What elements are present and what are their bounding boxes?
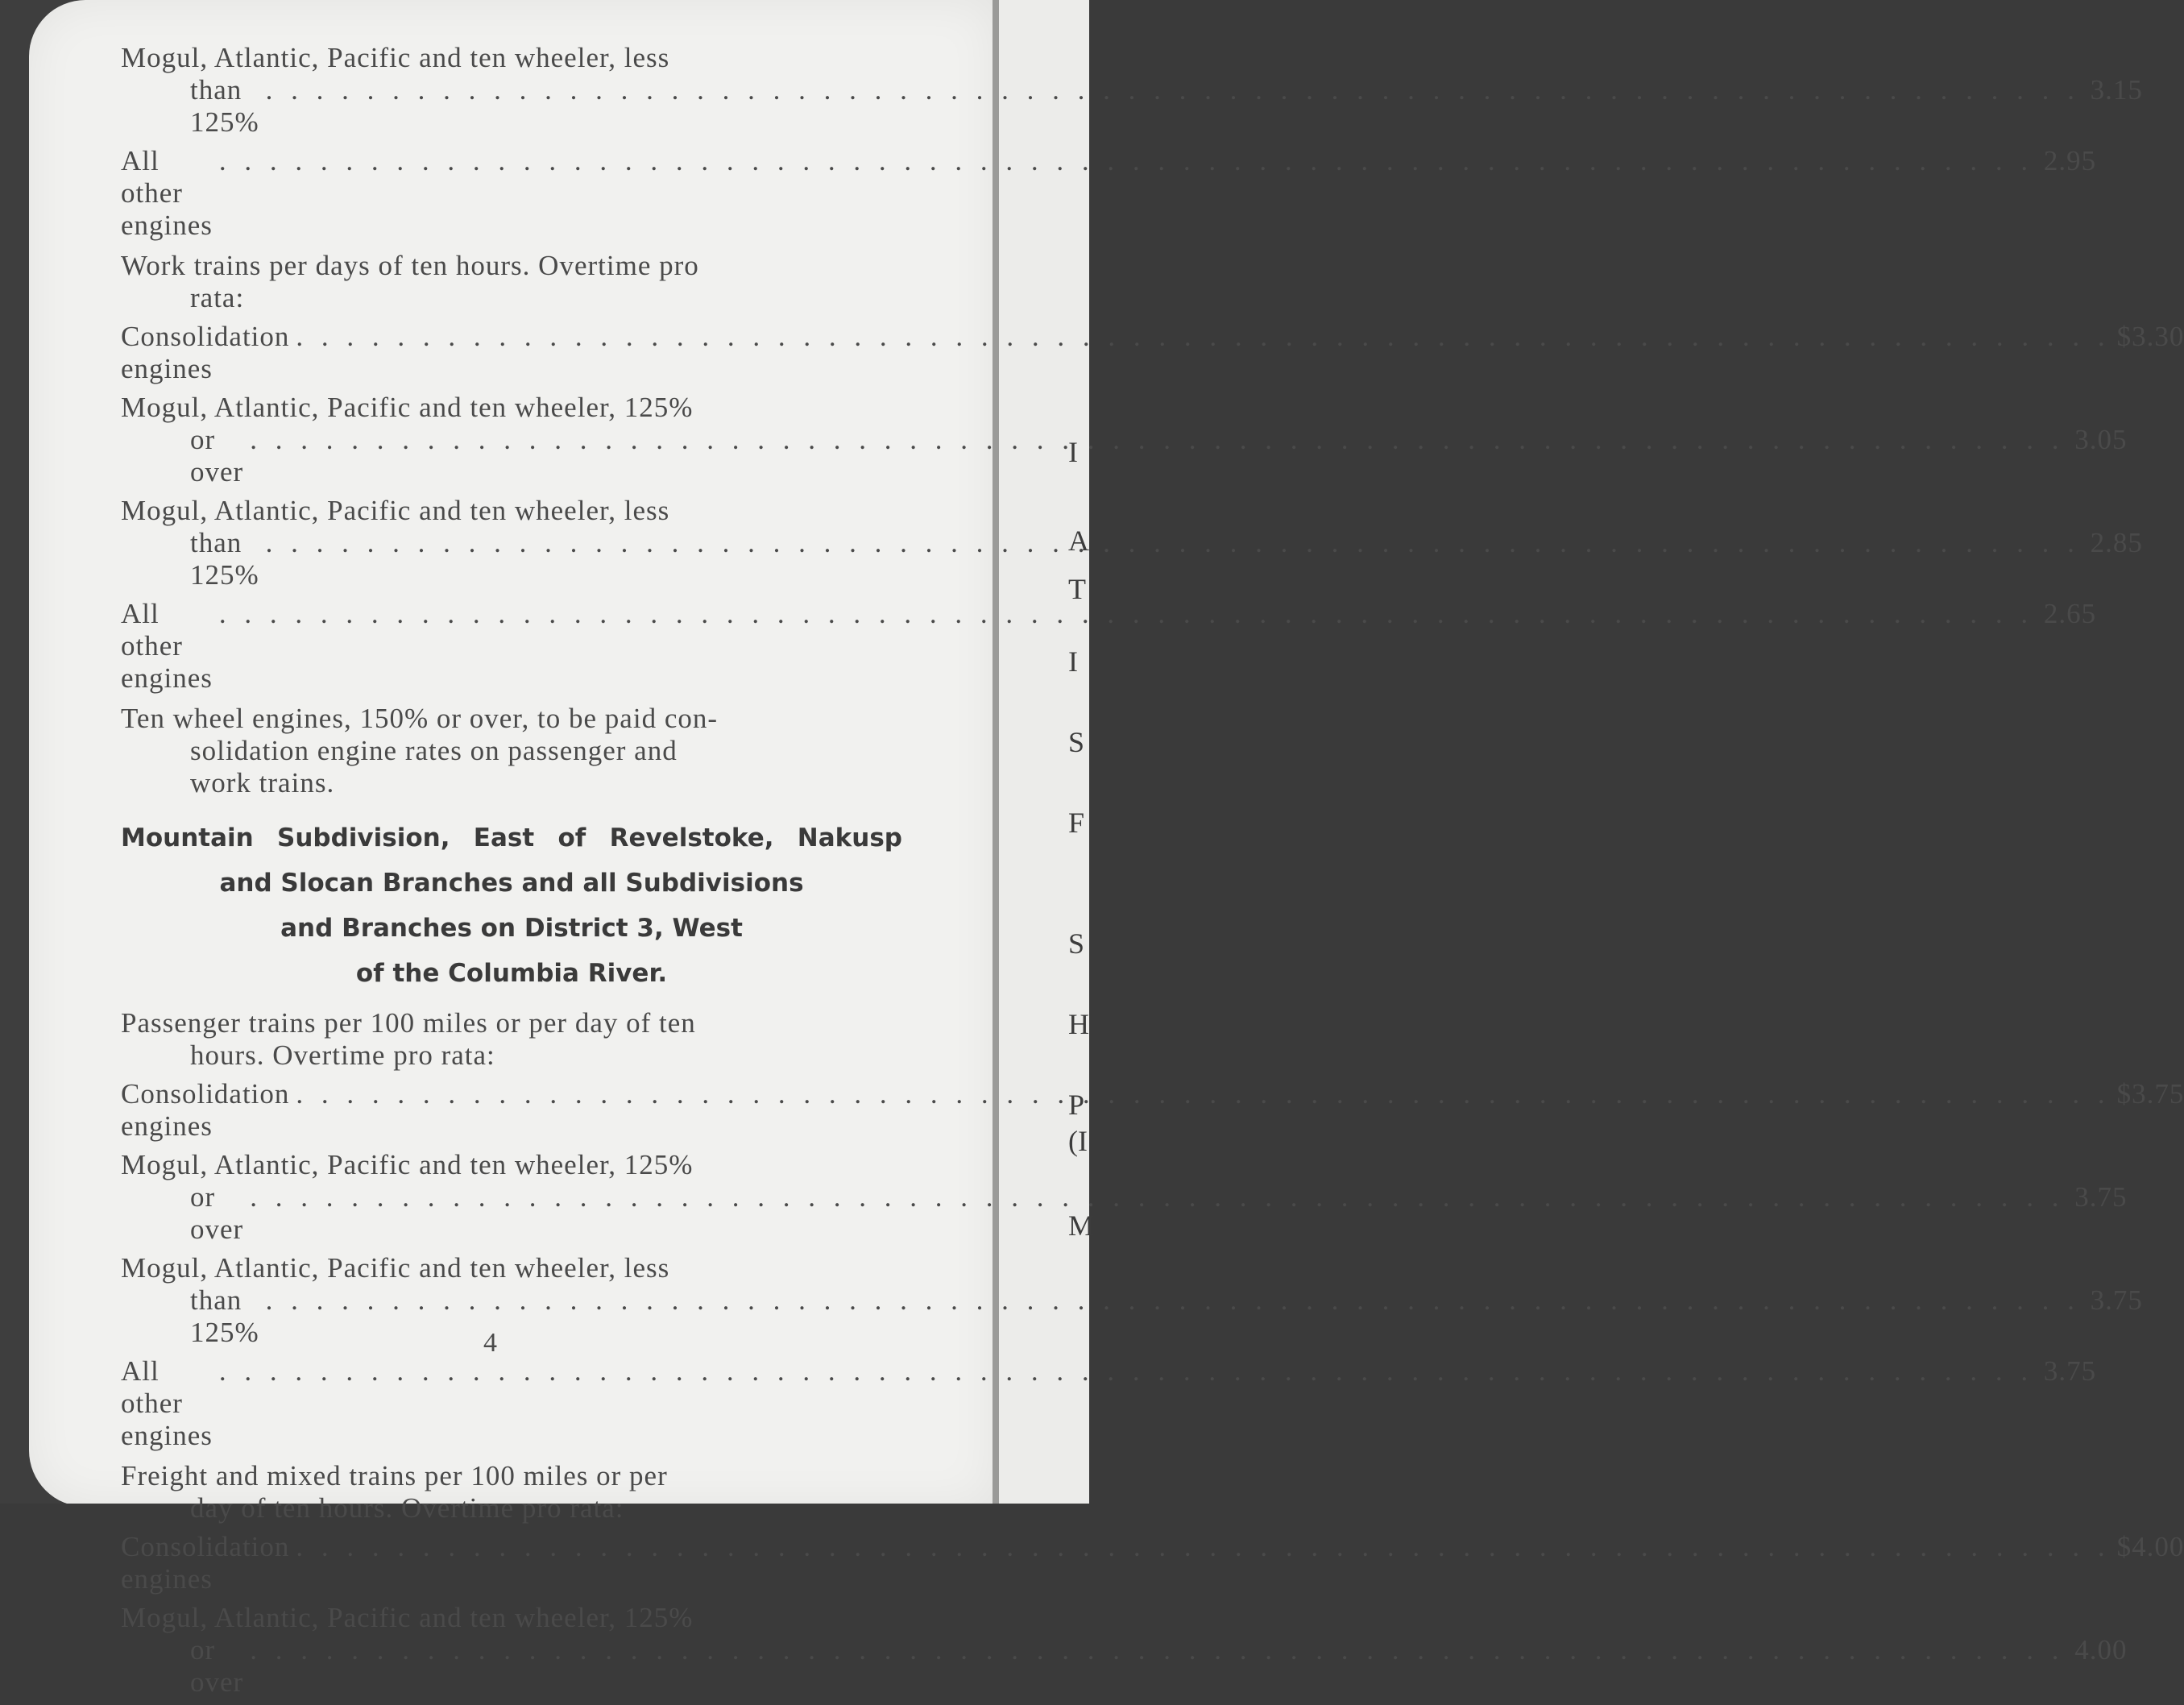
engine-label: All other engines: [121, 1355, 213, 1451]
facing-page-letter: F: [1068, 807, 1085, 839]
rate-amount: 4.00: [2074, 1634, 2128, 1666]
rate-amount: 2.65: [2043, 598, 2097, 629]
ten-wheel-note: [121, 703, 902, 799]
text-line: Mogul, Atlantic, Pacific and ten wheeler, less: [121, 42, 670, 73]
leader-dots: [219, 145, 2033, 177]
heading-line: Mountain Subdivision, East of Revelstoke, Nakusp: [121, 823, 902, 852]
rate-amount: 3.05: [2074, 424, 2128, 455]
rate-line: [121, 1531, 2184, 1595]
engine-label: than 125%: [190, 74, 259, 138]
freight-intro: [121, 1460, 902, 1525]
rate-amount: 3.75: [2090, 1284, 2143, 1316]
leader-dots: [219, 598, 2033, 630]
facing-page-letter: I: [1068, 436, 1078, 468]
rate-line: [121, 1181, 2128, 1246]
work-trains-intro: [121, 250, 902, 314]
rate-line: [121, 321, 2184, 385]
facing-page-letter: P: [1068, 1089, 1085, 1121]
rate-amount: 3.75: [2043, 1355, 2097, 1387]
leader-dots: [296, 1531, 2110, 1563]
engine-label: or over: [190, 424, 244, 487]
text-line: day of ten hours. Overtime pro rata:: [190, 1492, 624, 1524]
section-heading: [121, 815, 902, 996]
rate-line: [121, 1355, 2097, 1452]
book-spine: [993, 0, 999, 1507]
heading-line: of the Columbia River.: [355, 959, 668, 988]
text-line: Freight and mixed trains per 100 miles or per: [121, 1460, 668, 1491]
work-trains-rates: [121, 321, 2184, 695]
rate-amount: 3.15: [2090, 74, 2143, 106]
text-line: Passenger trains per 100 miles or per day of ten: [121, 1007, 696, 1039]
engine-label: Consolidation engines: [121, 1531, 290, 1595]
text-line: work trains.: [190, 767, 335, 799]
text-line: Mogul, Atlantic, Pacific and ten wheeler, 125%: [121, 1149, 694, 1180]
heading-line: and Slocan Branches and all Subdivisions: [219, 869, 804, 898]
leader-dots: [266, 527, 2080, 559]
text-line: rata:: [190, 282, 245, 313]
engine-label: All other engines: [121, 598, 213, 694]
passenger-rates: [121, 1078, 2184, 1452]
rate-line: [121, 527, 2143, 591]
rate-line: [121, 74, 2143, 139]
engine-label: or over: [190, 1634, 244, 1698]
leader-dots: [266, 1284, 2080, 1317]
rate-line: [121, 1284, 2143, 1349]
section-rates-continued: [121, 42, 2143, 242]
engine-label: Consolidation engines: [121, 321, 290, 384]
engine-label: than 125%: [190, 1284, 259, 1348]
leader-dots: [219, 1355, 2033, 1388]
facing-page-letter: (I: [1068, 1125, 1088, 1157]
passenger-intro: [121, 1007, 902, 1072]
facing-page-letter: T: [1068, 573, 1086, 605]
rate-item: [121, 1252, 2143, 1349]
rate-line: [121, 1078, 2184, 1143]
rate-amount: $4.00: [2116, 1531, 2184, 1562]
engine-label: than 125%: [190, 527, 259, 591]
text-line: Mogul, Atlantic, Pacific and ten wheeler, less: [121, 495, 670, 526]
rate-item: [121, 1149, 2128, 1246]
facing-page-letter: M: [1068, 1209, 1095, 1242]
text-line: Ten wheel engines, 150% or over, to be paid con-: [121, 703, 719, 734]
rate-line: [121, 1634, 2128, 1699]
rate-line: [121, 598, 2097, 695]
rate-item: [121, 1355, 2097, 1452]
facing-page-letter: H: [1068, 1008, 1089, 1040]
rate-item: [121, 1531, 2184, 1595]
rate-item: [121, 321, 2184, 385]
rate-line: [121, 424, 2128, 488]
text-line: solidation engine rates on passenger and: [190, 735, 678, 766]
rate-amount: $3.30: [2116, 321, 2184, 352]
text-line: hours. Overtime pro rata:: [190, 1039, 495, 1071]
rate-amount: 2.95: [2043, 145, 2097, 176]
leader-dots: [250, 1634, 2064, 1666]
rate-amount: 2.85: [2090, 527, 2143, 558]
text-line: Mogul, Atlantic, Pacific and ten wheeler, less: [121, 1252, 670, 1284]
text-line: Work trains per days of ten hours. Overtime pro: [121, 250, 699, 281]
rate-amount: $3.75: [2116, 1078, 2184, 1110]
rate-item: [121, 42, 2143, 139]
leader-dots: [296, 321, 2110, 353]
leader-dots: [266, 74, 2080, 106]
facing-page-letter: A: [1068, 525, 1089, 557]
page-content: [121, 42, 2184, 1705]
rate-amount: 3.75: [2074, 1181, 2128, 1213]
rate-item: [121, 392, 2128, 488]
text-line: Mogul, Atlantic, Pacific and ten wheeler, 125%: [121, 392, 694, 423]
freight-rates: [121, 1531, 2184, 1699]
text-line: Mogul, Atlantic, Pacific and ten wheeler, 125%: [121, 1602, 694, 1633]
engine-label: All other engines: [121, 145, 213, 241]
rate-item: [121, 598, 2097, 695]
facing-page-letter: S: [1068, 726, 1085, 758]
rate-item: [121, 1078, 2184, 1143]
page-number: 4: [483, 1328, 497, 1358]
rate-item: [121, 145, 2097, 242]
engine-label: Consolidation engines: [121, 1078, 290, 1142]
engine-label: or over: [190, 1181, 244, 1245]
facing-page-letter: S: [1068, 927, 1085, 960]
facing-page-letter: I: [1068, 645, 1078, 678]
heading-line: and Branches on District 3, West: [280, 914, 743, 943]
leader-dots: [250, 424, 2064, 456]
leader-dots: [296, 1078, 2110, 1110]
rate-line: [121, 145, 2097, 242]
rate-item: [121, 495, 2143, 591]
rate-item: [121, 1602, 2128, 1699]
leader-dots: [250, 1181, 2064, 1213]
